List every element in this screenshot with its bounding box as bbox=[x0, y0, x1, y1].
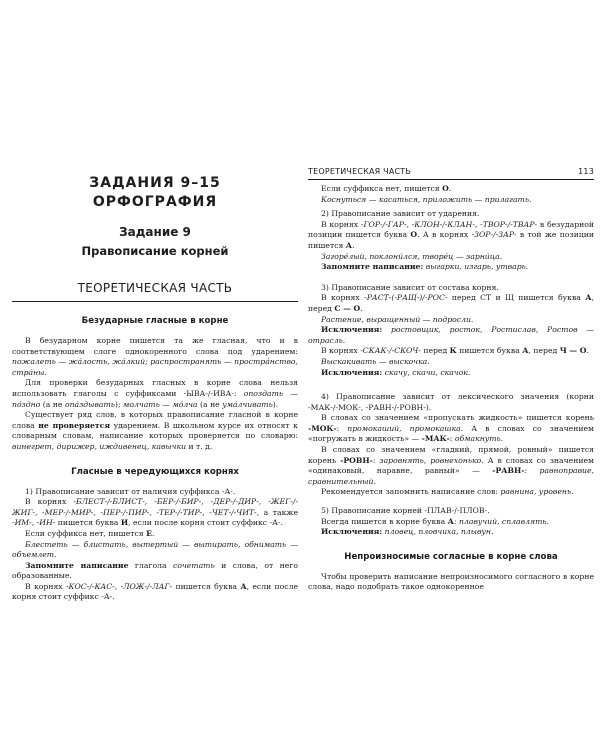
page-number: 113 bbox=[578, 167, 594, 176]
paragraph: Исключения: ростовщик, росток, Ростислав, Ростов — отрасль. bbox=[308, 325, 594, 345]
paragraph: 1) Правописание зависит от наличия суффикса -А-. bbox=[25, 486, 236, 496]
paragraph: В словах со значением «пропускать жидкость» пишется корень -МОК-: промокаший, промокашка. А в словах со значением «погружать в жидкость» — -МАК-: обмакнуть. bbox=[308, 413, 594, 444]
running-head-title: ТЕОРЕТИЧЕСКАЯ ЧАСТЬ bbox=[308, 167, 412, 176]
task-title: Задание 9 bbox=[119, 225, 191, 239]
running-header bbox=[308, 167, 594, 180]
paragraph: Растение, выращенный — подросли. bbox=[321, 314, 474, 324]
paragraph: Исключения: пловец, пловчиха, плывун. bbox=[321, 527, 494, 537]
paragraph: В словах со значением «гладкий, прямой, ровный» пишется корень -РОВН-: заровнять, ровнехонько. А в словах со значением «одинаковый, наравне, равный» — -РАВН-: равноправие, сравнительный. bbox=[308, 445, 594, 486]
paragraph: В корнях -РАСТ-(-РАЩ-)/-РОС- перед СТ и Щ пишется буква А, перед С — О. bbox=[308, 293, 594, 313]
paragraph: 4) Правописание зависит от лексического значения (корни -МАК-/-МОК-, -РАВН-/-РОВН-). bbox=[308, 392, 594, 412]
left-page bbox=[12, 150, 298, 603]
chapter-title bbox=[12, 174, 298, 212]
paragraph: Всегда пишется в корне буква А: плавучий, сплавлять. bbox=[321, 516, 550, 526]
paragraph: Чтобы проверить написание непроизносимого согласного в корне слова, надо подобрать такое однокоренное bbox=[308, 571, 594, 592]
paragraph: Коснуться — касаться, приложить — прилагать. bbox=[321, 194, 532, 204]
right-page bbox=[308, 150, 594, 593]
paragraph: В безударном корне пишется та же гласная, что и в соответствующем слоге однокоренного слова под ударением: пожалеть — жáлость, жáлкий; распространять — простра́нство, стрáны. bbox=[12, 336, 298, 377]
task-subtitle: Правописание корней bbox=[81, 244, 229, 258]
paragraph: 5) Правописание корней -ПЛАВ-/-ПЛОВ-. bbox=[321, 506, 490, 516]
paragraph: Существует ряд слов, в которых правописание гласной в корне слова не проверяется ударением. В школьном курсе их относят к словарным словам, написание которых проверяется по словарю: винегрет, дирижер, иждивенец, кавычки и т. д. bbox=[12, 410, 298, 451]
paragraph: 2) Правописание зависит от ударения. bbox=[321, 209, 480, 219]
subhead-silent-consonants: Непроизносимые согласные в корне слова bbox=[344, 551, 558, 562]
section-header: ТЕОРЕТИЧЕСКАЯ ЧАСТЬ bbox=[12, 281, 298, 302]
paragraph: Исключения: скачу, скачи, скачок. bbox=[321, 367, 471, 377]
paragraph: Запомните написание глагола сочетать и слова, от него образованные. bbox=[12, 560, 299, 581]
chapter-title-line1: ЗАДАНИЯ 9–15 bbox=[89, 175, 221, 191]
paragraph: Для проверки безударных гласных в корне слова нельзя использовать глаголы с суффиксами -ЫВА-/-ИВА-: опоздать — пóздно (а не опáздывать); молчать — мóлча (а не умáлчивать). bbox=[12, 378, 298, 409]
paragraph: 3) Правописание зависит от состава корня. bbox=[321, 282, 499, 292]
subhead-alternating-roots: Гласные в чередующихся корнях bbox=[71, 466, 239, 477]
subhead-unstressed-vowels: Безударные гласные в корне bbox=[81, 316, 229, 326]
paragraph: Загорéлый, поклонúлся, творéц — зарнúца. bbox=[321, 251, 503, 261]
paragraph: В корнях -БЛЕСТ-/-БЛИСТ-, -БЕР-/-БИР-, -ДЕР-/-ДИР-, -ЖЕГ-/-ЖИГ-, -МЕР-/-МИР-, -ПЕР-/-ПИР-, -ТЕР-/-ТИР-, -ЧЕТ-/-ЧИТ-, а также -ИМ-, -ИН- пишется буква И, если после корня стоит суффикс -А-. bbox=[12, 497, 298, 528]
paragraph: Блестеть — блистать, вытертый — вытирать, обнимать — объемлет. bbox=[12, 539, 298, 560]
paragraph: Если суффикса нет, пишется О. bbox=[321, 184, 452, 193]
paragraph: В корнях -ГОР-/-ГАР-, -КЛОН-/-КЛАН-, -ТВОР-/-ТВАР- в безударной позиции пишется буква О. А в корнях -ЗОР-/-ЗАР- в той же позиции пишется А. bbox=[308, 219, 595, 250]
paragraph: Если суффикса нет, пишется Е. bbox=[25, 528, 155, 538]
paragraph: В корнях -СКАК-/-СКОЧ- перед К пишется буква А, перед Ч — О. bbox=[321, 346, 589, 356]
chapter-title-line2: ОРФОГРАФИЯ bbox=[92, 194, 218, 210]
paragraph: Рекомендуется запомнить написание слов: равнина, уровень. bbox=[321, 487, 574, 497]
paragraph: Выскакивать — выскочка. bbox=[321, 356, 430, 366]
paragraph: В корнях -КОС-/-КАС-, -ЛОЖ-/-ЛАГ- пишется буква А, если после корня стоит суффикс -А-. bbox=[12, 581, 298, 602]
paragraph: Запомните написание: выгарки, изгарь, утварь. bbox=[321, 262, 529, 272]
